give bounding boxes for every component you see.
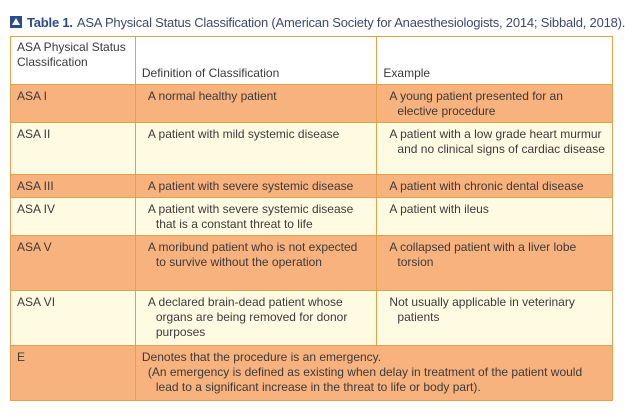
cell-class: ASA IV: [11, 198, 136, 236]
cell-example: A patient with a low grade heart murmur and no clinical signs of cardiac disease: [389, 127, 605, 156]
cell-class: ASA II: [11, 123, 136, 175]
cell-example: A patient with ileus: [389, 202, 489, 216]
cell-definition: A declared brain-dead patient whose organs are being removed for donor purposes: [147, 295, 348, 339]
cell-example: Not usually applicable in veterinary patients: [389, 295, 575, 324]
cell-example: A patient with chronic dental disease: [389, 179, 584, 193]
table-row: [11, 236, 613, 291]
header-classification: ASA Physical Status Classification: [11, 37, 136, 85]
cell-class: ASA I: [11, 85, 136, 123]
table-row: [11, 291, 613, 346]
table-row: [11, 175, 613, 198]
triangle-up-icon: [10, 16, 22, 28]
cell-definition: A patient with severe systemic disease: [147, 179, 354, 193]
cell-example: A collapsed patient with a liver lobe torsion: [389, 240, 577, 269]
cell-definition: A patient with severe systemic disease that is a constant threat to life: [147, 202, 354, 231]
header-example: Example: [377, 37, 613, 85]
cell-definition-line1: Denotes that the procedure is an emergency.: [141, 350, 382, 364]
table-row: [11, 198, 613, 236]
cell-definition: A moribund patient who is not expected to survive without the operation: [147, 240, 358, 269]
table-row: [11, 85, 613, 123]
cell-class: ASA VI: [11, 291, 136, 346]
cell-class: E: [11, 346, 136, 401]
asa-classification-table: [10, 36, 613, 401]
table-title: ASA Physical Status Classification (American Society for Anaesthesiologists, 2014; Sibbald, 2018).: [76, 15, 625, 30]
cell-class: ASA V: [11, 236, 136, 291]
table-label: Table 1.: [27, 15, 73, 30]
cell-class: ASA III: [11, 175, 136, 198]
table-row: [11, 123, 613, 175]
cell-example: A young patient presented for an elective procedure: [389, 89, 563, 118]
table-row: [11, 346, 613, 401]
table-caption: [10, 15, 625, 30]
header-row: [11, 37, 613, 85]
cell-definition: A patient with mild systemic disease: [147, 127, 340, 141]
cell-definition-line2: (An emergency is defined as existing when delay in treatment of the patient would lead to a significant increase in the threat to life or body part).: [147, 365, 583, 394]
cell-definition: A normal healthy patient: [147, 89, 277, 103]
header-definition: Definition of Classification: [135, 37, 377, 85]
